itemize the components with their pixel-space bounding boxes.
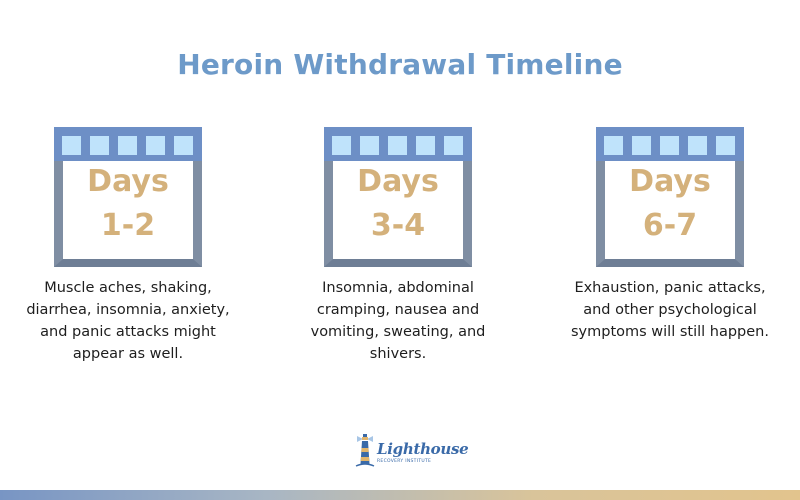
lighthouse-icon (355, 430, 375, 470)
calendar-square (444, 136, 463, 155)
page-title: Heroin Withdrawal Timeline (177, 48, 623, 81)
footer-gradient-bar (0, 490, 800, 500)
calendar-square (118, 136, 137, 155)
calendar-header (596, 127, 744, 161)
calendar-icon (324, 127, 472, 267)
calendar-body (596, 161, 744, 267)
days-range: 6-7 (642, 208, 698, 243)
logo-subtitle: RECOVERY INSTITUTE (377, 459, 432, 464)
symptom-description: Muscle aches, shaking, diarrhea, insomnia, anxiety, and panic attacks might appear as well. (26, 280, 230, 362)
days-range: 3-4 (370, 208, 426, 243)
calendar-square (660, 136, 679, 155)
calendar-square (416, 136, 435, 155)
calendar-icon (596, 127, 744, 267)
symptom-description: Insomnia, abdominal cramping, nausea and vomiting, sweating, and shivers. (310, 280, 486, 362)
calendar-square (604, 136, 623, 155)
timeline-column-2 (288, 127, 508, 365)
calendar-square (388, 136, 407, 155)
days-label: Days (629, 164, 711, 199)
timeline-column-3 (560, 127, 780, 343)
days-range: 1-2 (100, 208, 156, 243)
calendar-square (90, 136, 109, 155)
calendar-body (54, 161, 202, 267)
calendar-square (332, 136, 351, 155)
calendar-square (688, 136, 707, 155)
calendar-square (632, 136, 651, 155)
logo-name: Lighthouse (377, 440, 469, 458)
calendar-square (146, 136, 165, 155)
brand-logo (355, 430, 469, 470)
calendar-header (54, 127, 202, 161)
calendar-square (360, 136, 379, 155)
timeline-column-1 (18, 127, 238, 365)
days-label: Days (357, 164, 439, 199)
calendar-square (174, 136, 193, 155)
calendar-body (324, 161, 472, 267)
days-label: Days (87, 164, 169, 199)
calendar-header (324, 127, 472, 161)
calendar-square (62, 136, 81, 155)
calendar-square (716, 136, 735, 155)
symptom-description: Exhaustion, panic attacks, and other psychological symptoms will still happen. (570, 280, 769, 340)
calendar-icon (54, 127, 202, 267)
